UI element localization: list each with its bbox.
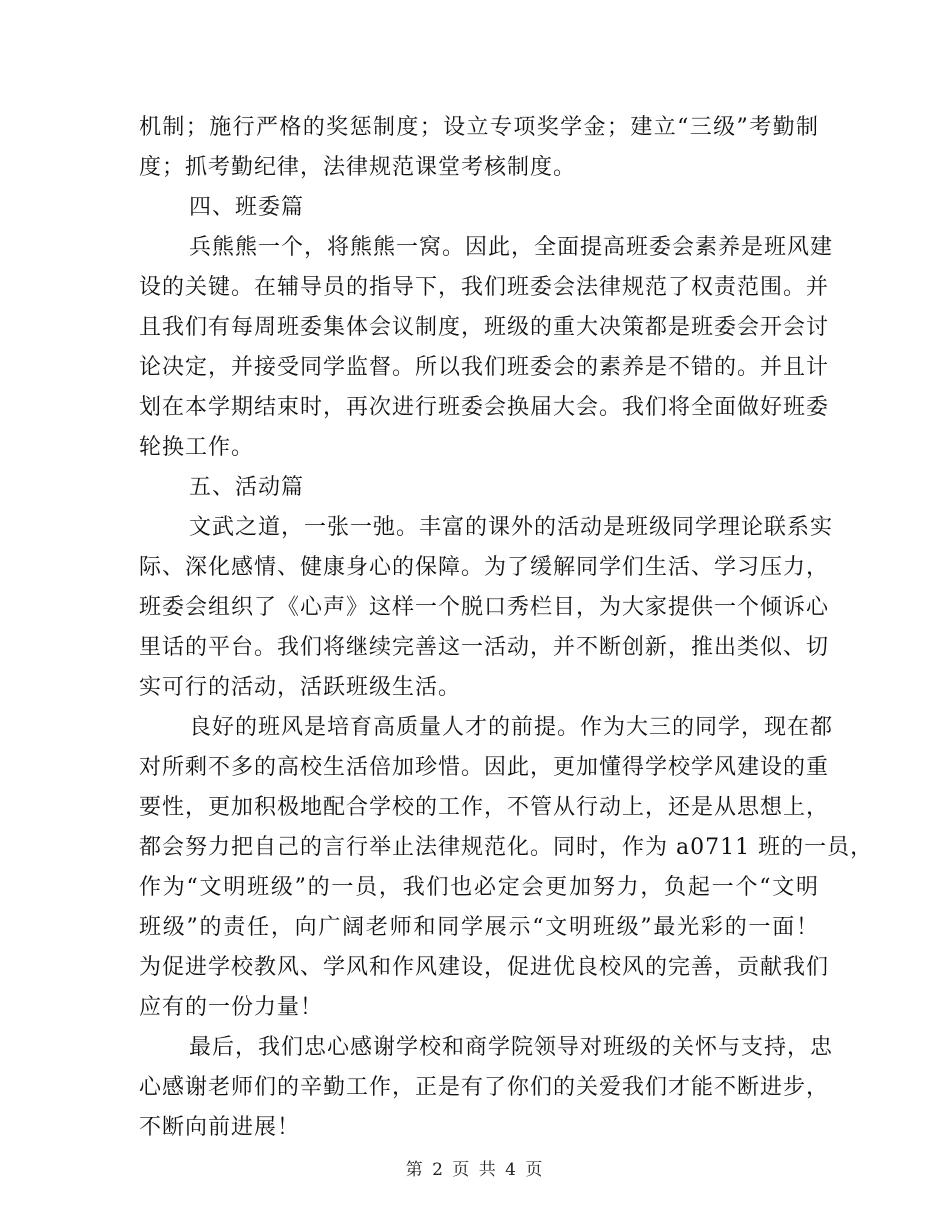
text-line: 际、深化感情、健康身心的保障。为了缓解同学们生活、学习压力， (139, 555, 830, 580)
text-line: 要性，更加积极地配合学校的工作，不管从行动上，还是从思想上， (139, 795, 830, 820)
text-line: 对所剩不多的高校生活倍加珍惜。因此，更加懂得学校学风建设的重 (139, 755, 830, 780)
text-line: 班委会组织了《心声》这样一个脱口秀栏目，为大家提供一个倾诉心 (139, 595, 830, 620)
text-line: 应有的一份力量！ (139, 995, 324, 1020)
text-line: 五、活动篇 (189, 475, 305, 500)
text-line: 划在本学期结束时，再次进行班委会换届大会。我们将全面做好班委 (139, 395, 830, 420)
text-line: 最后，我们忠心感谢学校和商学院领导对班级的关怀与支持，忠 (189, 1035, 834, 1060)
text-line: 不断向前进展！ (139, 1115, 301, 1140)
text-line: 四、班委篇 (189, 195, 305, 220)
page-footer: 第 2 页 共 4 页 (405, 1160, 545, 1180)
text-line: 班级”的责任，向广阔老师和同学展示“文明班级”最光彩的一面！ (139, 915, 819, 940)
text-line: 都会努力把自己的言行举止法律规范化。同时，作为 a0711 班的一员， (139, 835, 874, 860)
text-line: 实可行的活动，活跃班级生活。 (139, 675, 462, 700)
text-line: 轮换工作。 (139, 435, 255, 460)
text-line: 文武之道，一张一弛。丰富的课外的活动是班级同学理论联系实 (189, 515, 834, 540)
text-line: 为促进学校教风、学风和作风建设，促进优良校风的完善，贡献我们 (139, 955, 830, 980)
text-line: 度；抓考勤纪律，法律规范课堂考核制度。 (139, 155, 577, 180)
text-line: 设的关键。在辅导员的指导下，我们班委会法律规范了权责范围。并 (139, 275, 830, 300)
document-body (139, 108, 874, 1148)
text-line: 兵熊熊一个，将熊熊一窝。因此，全面提高班委会素养是班风建 (189, 235, 834, 260)
text-line: 作为“文明班级”的一员，我们也必定会更加努力，负起一个“文明 (139, 875, 819, 900)
text-line: 心感谢老师们的辛勤工作，正是有了你们的关爱我们才能不断进步， (139, 1075, 830, 1100)
text-line: 良好的班风是培育高质量人才的前提。作为大三的同学，现在都 (189, 715, 834, 740)
text-line: 里话的平台。我们将继续完善这一活动，并不断创新，推出类似、切 (139, 635, 830, 660)
text-line: 机制；施行严格的奖惩制度；设立专项奖学金；建立“三级”考勤制 (139, 115, 819, 140)
text-line: 论决定，并接受同学监督。所以我们班委会的素养是不错的。并且计 (139, 355, 830, 380)
text-line: 且我们有每周班委集体会议制度，班级的重大决策都是班委会开会讨 (139, 315, 830, 340)
